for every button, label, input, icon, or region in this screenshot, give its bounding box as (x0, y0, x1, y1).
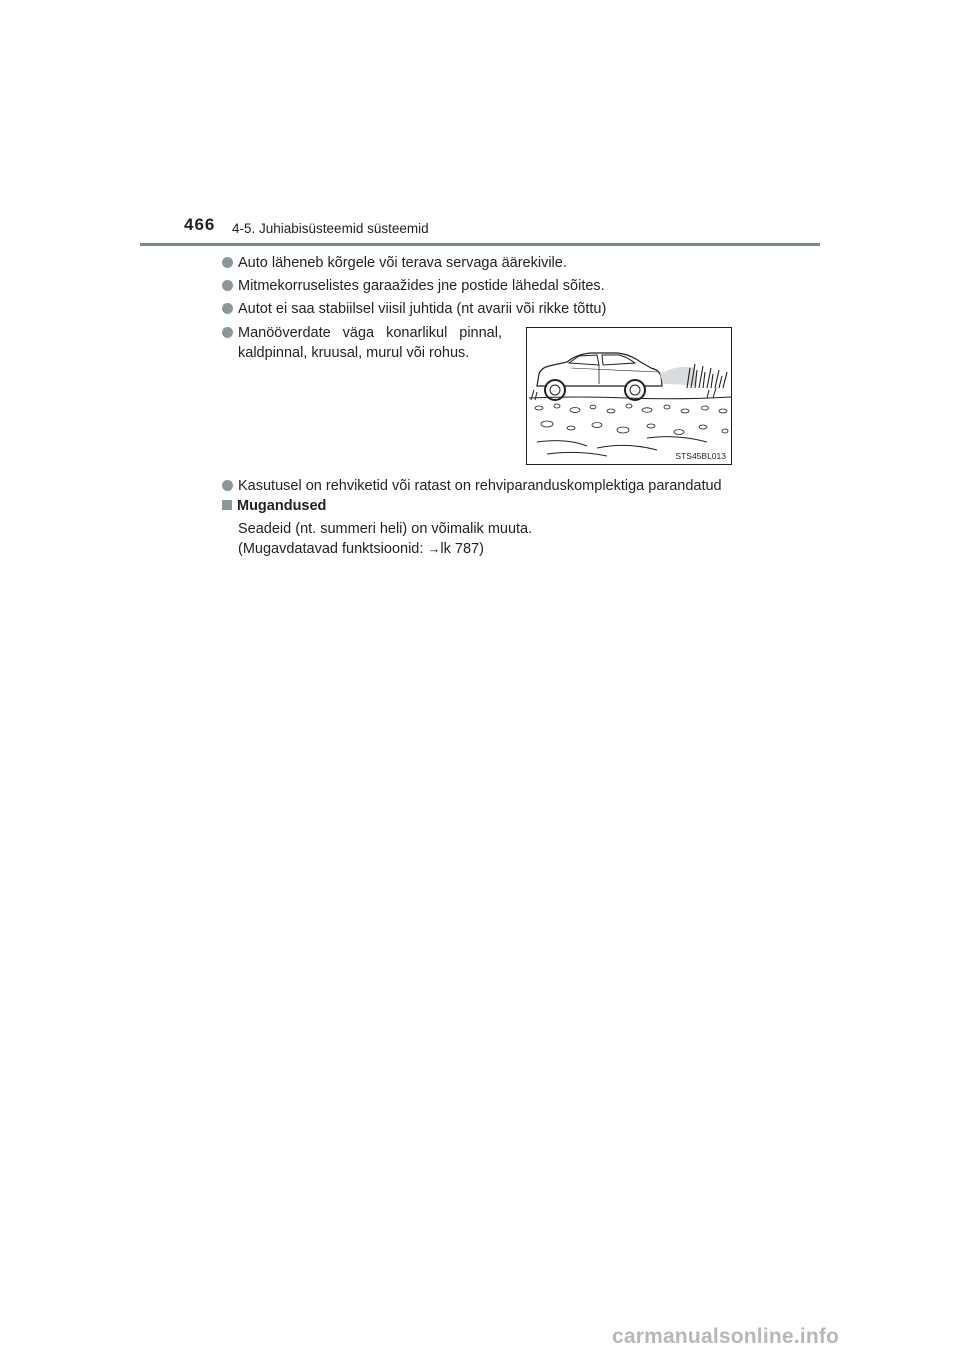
bullet-dot-icon (222, 303, 233, 314)
page-header (0, 0, 960, 250)
bullet-dot-icon (222, 257, 233, 268)
bullet-item (222, 299, 606, 319)
bullet-dot-icon (222, 480, 233, 491)
bullet-text: Autot ei saa stabiilsel viisil juhtida (nt avarii või rikke tõttu) (238, 301, 607, 317)
page-number: 466 (184, 215, 216, 234)
bullet-item-with-figure (222, 323, 502, 363)
square-bullet-icon (222, 500, 232, 510)
bullet-text: Auto läheneb kõrgele või terava servaga äärekivile. (238, 255, 567, 271)
figure-code: STS45BL013 (675, 451, 726, 461)
arrow-right-icon: → (427, 541, 441, 556)
bullet-word: pinnal, (459, 325, 502, 341)
watermark: carmanualsonline.info (612, 1325, 840, 1348)
header-divider (140, 243, 820, 246)
bullet-item (222, 253, 567, 273)
bullet-word: Manööverdate (238, 325, 331, 341)
bullet-text: Mitmekorruselistes garaažides jne postide lähedal sõites. (238, 278, 605, 294)
bullet-dot-icon (222, 280, 233, 291)
rough-terrain-figure (526, 327, 732, 465)
section-paragraph: Seadeid (nt. summeri heli) on võimalik muuta. (238, 521, 533, 537)
section-title: 4-5. Juhiabisüsteemid süsteemid (232, 221, 429, 236)
bullet-text: Kasutusel on rehviketid või ratast on rehviparanduskomplektiga parandatud (238, 478, 722, 494)
bullet-item (222, 476, 722, 496)
bullet-line: kaldpinnal, kruusal, murul või rohus. (238, 345, 470, 361)
bullet-dot-icon (222, 327, 233, 338)
bullet-word: konarlikul (386, 325, 448, 341)
bullet-item (222, 276, 605, 296)
car-on-rough-terrain-illustration-icon (527, 328, 733, 466)
bullet-line-justified (222, 323, 502, 343)
section-heading (222, 498, 326, 514)
page-reference-link[interactable]: lk 787) (440, 541, 484, 557)
section-heading-text: Mugandused (237, 498, 327, 514)
section-paragraph-reference (238, 539, 484, 559)
bullet-word: väga (342, 325, 375, 341)
reference-prefix: (Mugavdatavad funktsioonid: (238, 541, 428, 557)
